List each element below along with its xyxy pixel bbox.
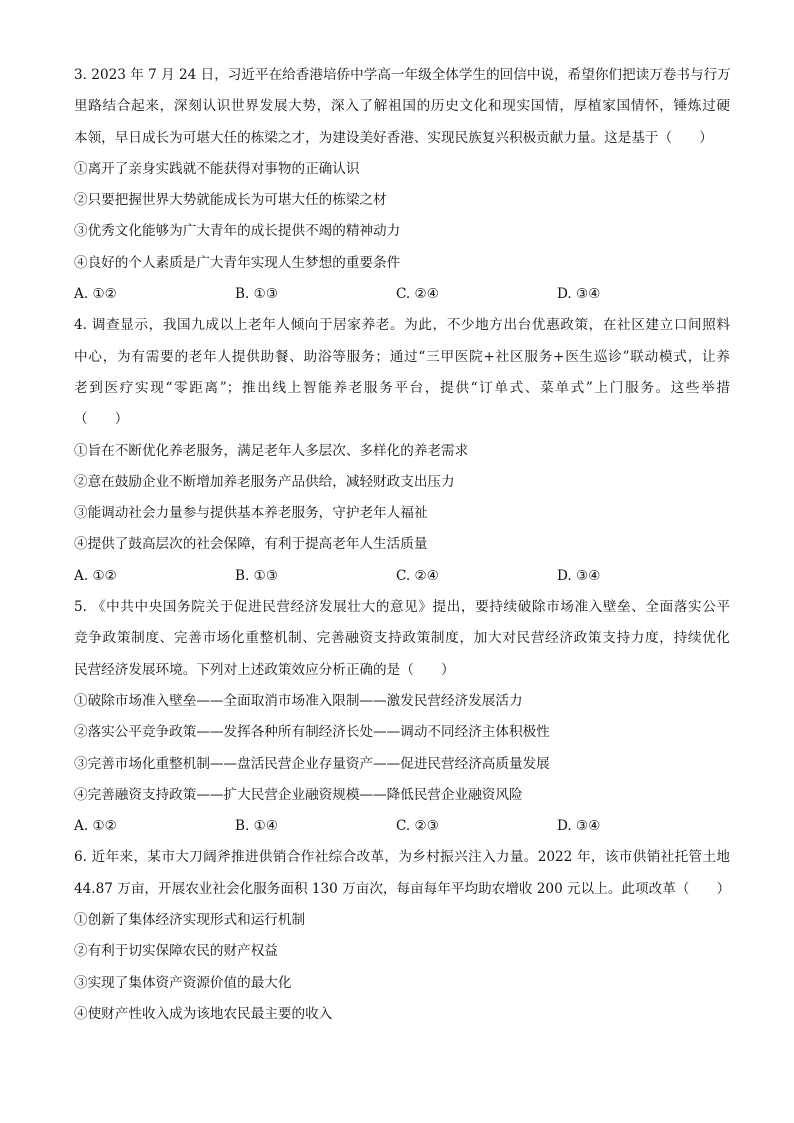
statement-item: ①创新了集体经济实现形式和运行机制 [74, 912, 306, 929]
question-5 [74, 592, 730, 842]
question-stem-line: 4. 调查显示，我国九成以上老年人倾向于居家养老。为此，不少地方出台优惠政策，在社区建立口间照料 [74, 317, 730, 334]
option-d[interactable]: D. ③④ [557, 286, 601, 303]
question-stem-line: 5. 《中共中央国务院关于促进民营经济发展壮大的意见》提出，要持续破除市场准入壁垒、全面落实公平 [74, 599, 730, 616]
option-c[interactable]: C. ②③ [396, 818, 439, 835]
statement-item: ②只要把握世界大势就能成长为可堪大任的栋梁之材 [74, 192, 387, 209]
statement-item: ④提供了鼓高层次的社会保障，有利于提高老年人生活质量 [74, 536, 428, 553]
question-stem-line: 竞争政策制度、完善市场化重整机制、完善融资支持政策制度，加大对民营经济政策支持力度，持续优化 [74, 630, 730, 647]
option-d[interactable]: D. ③④ [557, 567, 601, 584]
option-a[interactable]: A. ①② [74, 818, 117, 835]
option-c[interactable]: C. ②④ [396, 567, 439, 584]
question-stem-line: 中心，为有需要的老年人提供助餐、助浴等服务；通过“三甲医院+社区服务+医生巡诊”联动模式，让养 [74, 348, 730, 365]
question-stem-line: （ ） [74, 411, 129, 428]
statement-item: ①旨在不断优化养老服务，满足老年人多层次、多样化的养老需求 [74, 442, 469, 459]
question-stem-line: 民营经济发展环境。下列对上述政策效应分析正确的是（ ） [74, 661, 455, 678]
option-b[interactable]: B. ①④ [235, 818, 279, 835]
question-3 [74, 60, 730, 310]
statement-item: ④良好的个人素质是广大青年实现人生梦想的重要条件 [74, 254, 401, 271]
statement-item: ①离开了亲身实践就不能获得对事物的正确认识 [74, 160, 360, 177]
question-4 [74, 310, 730, 592]
question-stem-line: 老到医疗实现“零距离”；推出线上智能养老服务平台，提供“订单式、菜单式”上门服务。这些举措 [74, 379, 730, 396]
option-a[interactable]: A. ①② [74, 286, 117, 303]
option-a[interactable]: A. ①② [74, 567, 117, 584]
question-stem-line: 里路结合起来，深刻认识世界发展大势，深入了解祖国的历史文化和现实国情，厚植家国情怀，锤炼过硬 [74, 98, 730, 115]
question-stem-line: 44.87 万亩，开展农业社会化服务面积 130 万亩次，每亩每年平均助农增收 200 元以上。此项改革（ ） [74, 880, 731, 897]
option-b[interactable]: B. ①③ [235, 567, 279, 584]
statement-item: ③实现了集体资产资源价值的最大化 [74, 974, 292, 991]
statement-item: ③优秀文化能够为广大青年的成长提供不竭的精神动力 [74, 223, 401, 240]
option-d[interactable]: D. ③④ [557, 818, 601, 835]
statement-item: ④完善融资支持政策——扩大民营企业融资规模——降低民营企业融资风险 [74, 786, 523, 803]
statement-item: ③能调动社会力量参与提供基本养老服务，守护老年人福祉 [74, 505, 428, 522]
exam-page [74, 60, 730, 1030]
option-c[interactable]: C. ②④ [396, 286, 439, 303]
statement-item: ①破除市场准入壁垒——全面取消市场准入限制——激发民营经济发展活力 [74, 692, 523, 709]
option-b[interactable]: B. ①③ [235, 286, 279, 303]
question-stem-line: 3. 2023 年 7 月 24 日，习近平在给香港培侨中学高一年级全体学生的回信中说，希望你们把读万卷书与行万 [74, 67, 731, 83]
statement-item: ④使财产性收入成为该地农民最主要的收入 [74, 1005, 333, 1022]
question-6 [74, 842, 730, 1030]
answer-options [74, 561, 730, 592]
statement-item: ②有利于切实保障农民的财产权益 [74, 943, 278, 960]
question-stem-line: 6. 近年来，某市大刀阔斧推进供销合作社综合改革，为乡村振兴注入力量。2022 年，该市供销社托管土地 [74, 849, 730, 866]
statement-item: ②落实公平竞争政策——发挥各种所有制经济长处——调动不同经济主体积极性 [74, 724, 550, 741]
statement-item: ③完善市场化重整机制——盘活民营企业存量资产——促进民营经济高质量发展 [74, 755, 550, 772]
question-stem-line: 本领，早日成长为可堪大任的栋梁之才，为建设美好香港、实现民族复兴积极贡献力量。这是基于（ ） [74, 129, 713, 146]
statement-item: ②意在鼓励企业不断增加养老服务产品供给，减轻财政支出压力 [74, 473, 455, 490]
answer-options [74, 811, 730, 842]
answer-options [74, 279, 730, 310]
